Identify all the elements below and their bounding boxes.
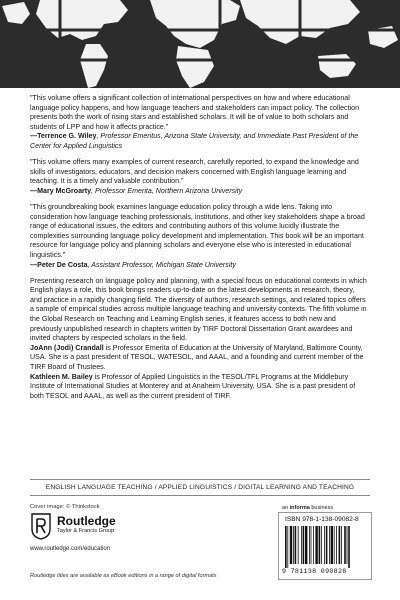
endorsement <box>30 94 368 152</box>
publisher-block <box>30 513 180 553</box>
endorser-name: —Peter De Costa <box>30 260 88 269</box>
informa-prefix: an <box>282 505 290 511</box>
barcode-icon <box>283 526 367 568</box>
editor-bio <box>30 373 368 402</box>
editor-bio-text: is Professor Emerita of Education at the University of Maryland, Baltimore County, USA. She is a past president of TESOL, WATESOL, and AAAL, and a founding and current member of the TIRF Board of Trustees. <box>30 343 364 371</box>
informa-brand: informa <box>289 505 310 511</box>
subject-categories: ENGLISH LANGUAGE TEACHING / APPLIED LINGUISTICS / DIGITAL LEARNING AND TEACHING <box>30 479 370 496</box>
editor-bio <box>30 344 368 373</box>
editor-bio-text: is Professor of Applied Linguistics in the TESOL/TFL Programs at the Middlebury Institute of International Studies at Monterey and at Anaheim University, USA. She is a past president of both TESOL and AAAL, as well as the current president of TIRF. <box>30 372 356 400</box>
informa-business-tag <box>282 505 333 511</box>
barcode-number: 9 781138 090828 <box>282 568 347 575</box>
endorser-name: —Terrence G. Wiley <box>30 132 97 141</box>
endorsement-attribution <box>30 132 368 151</box>
informa-suffix: business <box>309 505 334 511</box>
endorsement-quote: "This groundbreaking book examines language education policy through a wide lens. Taking into consideration how language teaching professionals, institutions, and other key stakeholders shape a broad range of educational issues, the editors and contributing authors of this volume lucidly illustrate the complexities surrounding language policy development and implementation. This book will be an important resource for language policy and planning scholars and everyone else who is interested in educational linguistics." <box>30 202 365 259</box>
isbn-barcode-box <box>278 512 372 580</box>
endorser-title: , Professor Emeritus, Arizona State University, and Immediate Past President of the Center for Applied Linguistics <box>30 132 359 150</box>
endorsement-quote: "This volume offers a significant collection of international perspectives on how and where educational language policy happens, and how language teachers and stakeholders can impact policy. The collection presents both the work of rising stars and established scholars. It will be of value to both scholars and students of LPP and how it affects practice." <box>30 94 360 131</box>
endorsement-attribution <box>30 261 368 271</box>
book-description: Presenting research on language policy and planning, with a special focus on educational contexts in which English plays a role, this book brings readers up-to-date on the latest developments in research, theory, and practice in a rapidly changing field. The diversity of authors, research settings, and related topics offers a sample of empirical studies across multiple language teaching and university contexts. The fifth volume in the Global Research on Teaching and Learning English series, it features access to both new and previously unpublished research in chapters written by TIRF Doctoral Dissertation Grant awardees and invited chapters by respected scholars in the field. <box>30 276 367 343</box>
editor-name: Kathleen M. Bailey <box>30 372 93 381</box>
world-map-icon <box>0 0 400 88</box>
isbn-label: ISBN 978-1-138-09082-8 <box>285 516 359 523</box>
endorser-title: , Professor Emerita, Northern Arizona University <box>91 186 243 195</box>
ebook-availability-note: Routledge titles are available as eBook editions in a range of digital formats <box>30 573 217 579</box>
endorser-name: —Mary McGroarty <box>30 186 92 195</box>
endorser-title: , Assistant Professor, Michigan State University <box>87 260 236 269</box>
publisher-name: Routledge <box>57 514 116 528</box>
endorsement-attribution <box>30 187 368 197</box>
publisher-group: Taylor & Francis Group <box>57 528 115 534</box>
publisher-url[interactable]: www.routledge.com/education <box>30 546 111 552</box>
endorsement-quote: "This volume offers many examples of current research, carefully reported, to expand the knowledge and skills of investigators, educators, and decision makers concerned with English language learning and teaching. It is a timely and valuable contribution." <box>30 158 359 186</box>
routledge-logo-icon <box>30 513 52 540</box>
back-cover-text <box>30 94 368 401</box>
endorsement <box>30 203 368 270</box>
endorsement <box>30 158 368 196</box>
cover-map-band <box>0 0 400 88</box>
editor-name: JoAnn (Jodi) Crandall <box>30 343 104 352</box>
cover-image-credit: Cover image: © Thinkstock <box>30 504 100 510</box>
